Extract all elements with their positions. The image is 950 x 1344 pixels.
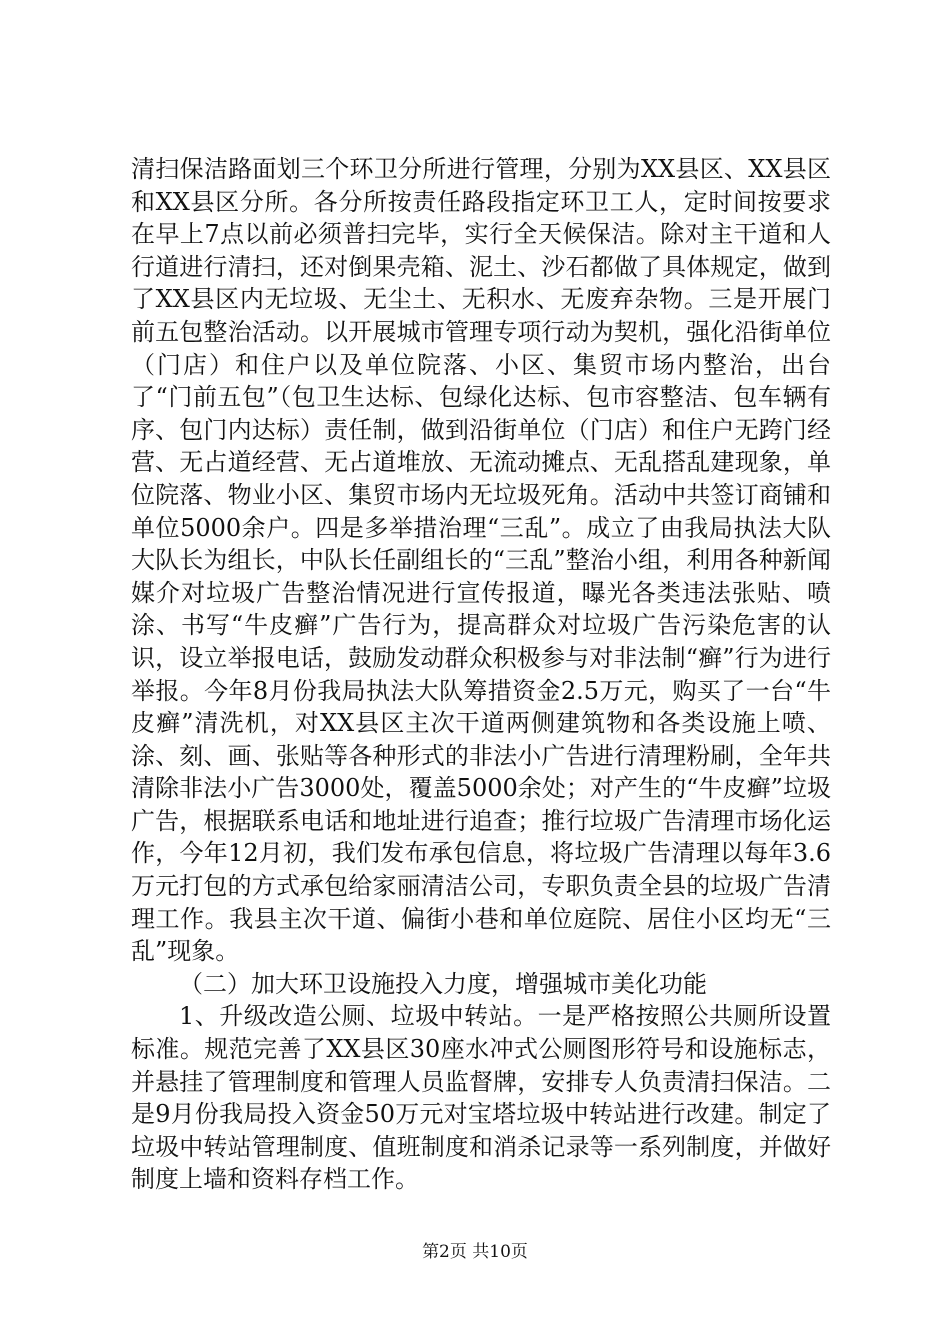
- paragraph-toilet-upgrade: 1、升级改造公厕、垃圾中转站。一是严格按照公共厕所设置标准。规范完善了XX县区30座水冲式公厕图形符号和设施标志，并悬挂了管理制度和管理人员监督牌，安排专人负责清扫保洁。二是9月份我局投入资金50万元对宝塔垃圾中转站进行改建。制定了垃圾中转站管理制度、值班制度和消杀记录等一系列制度，并做好制度上墙和资料存档工作。: [131, 1002, 831, 1194]
- paragraph-sanitation-management: 清扫保洁路面划三个环卫分所进行管理，分别为XX县区、XX县区和XX县区分所。各分所按责任路段指定环卫工人，定时间按要求在早上7点以前必须普扫完毕，实行全天候保洁。除对主干道和人行道进行清扫，还对倒果壳箱、泥土、沙石都做了具体规定，做到了XX县区内无垃圾、无尘土、无积水、无废弃杂物。三是开展门前五包整治活动。以开展城市管理专项行动为契机，强化沿街单位（门店）和住户以及单位院落、小区、集贸市场内整治，出台了“门前五包”（包卫生达标、包绿化达标、包市容整洁、包车辆有序、包门内达标）责任制，做到沿街单位（门店）和住户无跨门经营、无占道经营、无占道堆放、无流动摊点、无乱搭乱建现象，单位院落、物业小区、集贸市场内无垃圾死角。活动中共签订商铺和单位5000余户。四是多举措治理“三乱”。成立了由我局执法大队大队长为组长，中队长任副组长的“三乱”整治小组，利用各种新闻媒介对垃圾广告整治情况进行宣传报道，曝光各类违法张贴、喷涂、书写“牛皮癣”广告行为，提高群众对垃圾广告污染危害的认识，设立举报电话，鼓励发动群众积极参与对非法制“癣”行为进行举报。今年8月份我局执法大队筹措资金2.5万元，购买了一台“牛皮癣”清洗机，对XX县区主次干道两侧建筑物和各类设施上喷、涂、刻、画、张贴等各种形式的非法小广告进行清理粉刷，全年共清除非法小广告3000处，覆盖5000余处；对产生的“牛皮癣”垃圾广告，根据联系电话和地址进行追查；推行垃圾广告清理市场化运作，今年12月初，我们发布承包信息，将垃圾广告清理以每年3.6万元打包的方式承包给家丽清洁公司，专职负责全县的垃圾广告清理工作。我县主次干道、偏街小巷和单位庭院、居住小区均无“三乱”现象。: [131, 155, 831, 966]
- section-heading-facilities: （二）加大环卫设施投入力度，增强城市美化功能: [179, 969, 707, 998]
- page-number: 第2页 共10页: [422, 1242, 528, 1262]
- page-footer: [0, 1240, 950, 1264]
- document-body: [131, 153, 831, 1196]
